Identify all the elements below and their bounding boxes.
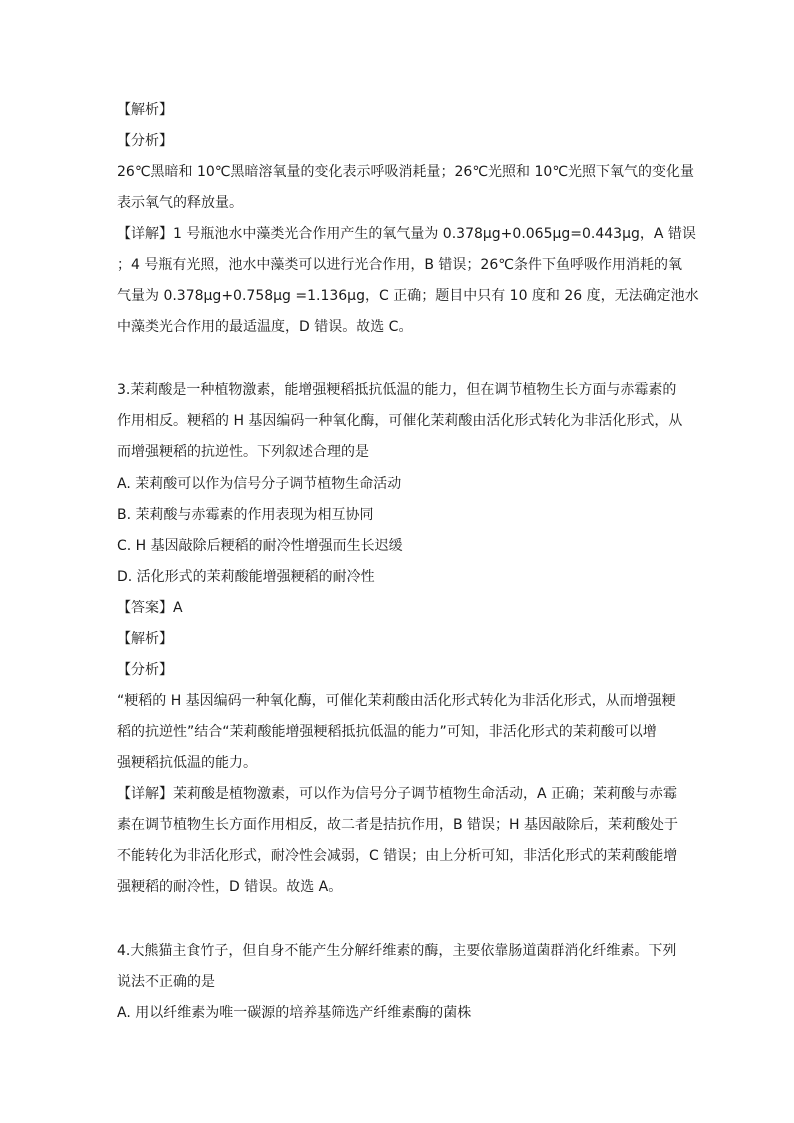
analysis-line: 表示氧气的释放量。 <box>117 195 243 211</box>
option-a: A. 茉莉酸可以作为信号分子调节植物生命活动 <box>117 476 402 492</box>
option-a: A. 用以纤维素为唯一碳源的培养基筛选产纤维素酶的菌株 <box>117 1005 472 1021</box>
answer-line: 【答案】A <box>117 600 183 616</box>
detail-line: 素在调节植物生长方面作用相反，故二者是拮抗作用，B 错误；H 基因敲除后，茉莉酸处于 <box>117 817 679 833</box>
fenxi-heading: 【分析】 <box>117 133 173 149</box>
detail-line: ；4 号瓶有光照，池水中藻类可以进行光合作用，B 错误；26℃条件下鱼呼吸作用消耗的氧 <box>117 257 682 273</box>
question-stem-line: 4.大熊猫主食竹子，但自身不能产生分解纤维素的酶，主要依靠肠道菌群消化纤维素。下列 <box>117 943 677 959</box>
analysis-line: “粳稻的 H 基因编码一种氧化酶，可催化茉莉酸由活化形式转化为非活化形式，从而增强粳 <box>117 693 676 709</box>
analysis-line: 强粳稻抗低温的能力。 <box>117 755 257 771</box>
detail-heading: 【详解】 <box>117 226 173 242</box>
detail-line <box>117 224 696 245</box>
detail-heading: 【详解】 <box>117 786 173 802</box>
detail-line: 中藻类光合作用的最适温度，D 错误。故选 C。 <box>117 319 413 335</box>
detail-line: 不能转化为非活化形式，耐冷性会减弱，C 错误；由上分析可知，非活化形式的茉莉酸能增 <box>117 848 678 864</box>
jiexi-heading: 【解析】 <box>117 631 173 647</box>
question-stem-line: 3.茉莉酸是一种植物激素，能增强粳稻抵抗低温的能力，但在调节植物生长方面与赤霉素的 <box>117 382 677 398</box>
question-stem-line: 作用相反。粳稻的 H 基因编码一种氧化酶，可催化茉莉酸由活化形式转化为非活化形式，从 <box>117 413 683 429</box>
option-c: C. H 基因敲除后粳稻的耐冷性增强而生长迟缓 <box>117 538 403 554</box>
detail-text: 茉莉酸是植物激素，可以作为信号分子调节植物生命活动，A 正确；茉莉酸与赤霉 <box>173 786 678 802</box>
option-d: D. 活化形式的茉莉酸能增强粳稻的耐冷性 <box>117 569 375 585</box>
detail-text: 1 号瓶池水中藻类光合作用产生的氧气量为 0.378μg+0.065μg=0.443μg，A 错误 <box>173 226 696 242</box>
fenxi-heading: 【分析】 <box>117 662 173 678</box>
question-stem-line: 而增强粳稻的抗逆性。下列叙述合理的是 <box>117 444 369 460</box>
detail-line: 气量为 0.378μg+0.758μg =1.136μg，C 正确；题目中只有 10 度和 26 度，无法确定池水 <box>117 288 699 304</box>
detail-line: 强粳稻的耐冷性，D 错误。故选 A。 <box>117 879 343 895</box>
analysis-line: 稻的抗逆性”结合“茉莉酸能增强粳稻抵抗低温的能力”可知，非活化形式的茉莉酸可以增 <box>117 724 657 740</box>
detail-line <box>117 784 677 805</box>
question-stem-line: 说法不正确的是 <box>117 974 215 990</box>
analysis-line: 26℃黑暗和 10℃黑暗溶氧量的变化表示呼吸消耗量；26℃光照和 10℃光照下氧气的变化量 <box>117 164 695 180</box>
jiexi-heading: 【解析】 <box>117 102 173 118</box>
option-b: B. 茉莉酸与赤霉素的作用表现为相互协同 <box>117 507 374 523</box>
